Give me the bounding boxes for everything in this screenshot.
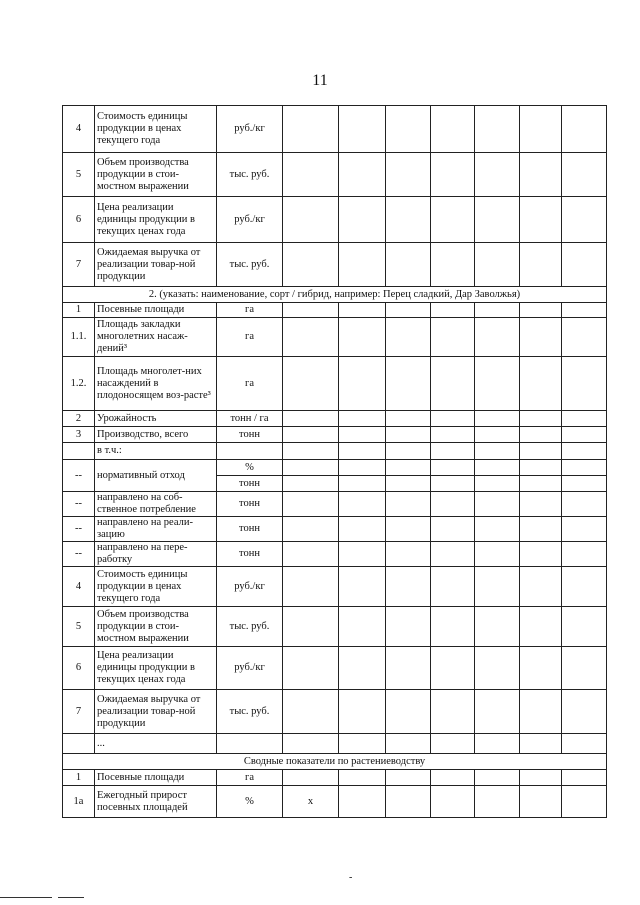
value-cell (520, 770, 562, 786)
value-cell (431, 197, 475, 243)
value-cell (520, 427, 562, 443)
value-cell: x (283, 786, 339, 818)
row-number (63, 734, 95, 754)
indicator-name: Площадь закладки многолетних насаж-дений³ (95, 318, 217, 357)
indicator-name: Производство, всего (95, 427, 217, 443)
value-cell (283, 243, 339, 287)
value-cell (283, 567, 339, 607)
value-cell (431, 357, 475, 411)
value-cell (339, 607, 386, 647)
value-cell (562, 197, 607, 243)
value-cell (520, 476, 562, 492)
row-number: 7 (63, 690, 95, 734)
value-cell (431, 647, 475, 690)
value-cell (283, 303, 339, 318)
value-cell (339, 357, 386, 411)
value-cell (475, 690, 520, 734)
table-row (63, 770, 607, 786)
value-cell (339, 443, 386, 460)
value-cell (339, 427, 386, 443)
value-cell (386, 460, 431, 476)
value-cell (339, 690, 386, 734)
value-cell (386, 492, 431, 517)
table-row (63, 243, 607, 287)
value-cell (283, 770, 339, 786)
value-cell (386, 476, 431, 492)
value-cell (520, 243, 562, 287)
value-cell (562, 690, 607, 734)
value-cell (520, 357, 562, 411)
table-row (63, 411, 607, 427)
row-number: 7 (63, 243, 95, 287)
value-cell (386, 647, 431, 690)
value-cell (283, 690, 339, 734)
value-cell (431, 690, 475, 734)
table-row (63, 318, 607, 357)
value-cell (283, 476, 339, 492)
value-cell (283, 647, 339, 690)
value-cell (339, 303, 386, 318)
value-cell (562, 318, 607, 357)
value-cell (339, 243, 386, 287)
row-number: 5 (63, 153, 95, 197)
value-cell (283, 427, 339, 443)
table-row (63, 303, 607, 318)
table-row (63, 427, 607, 443)
unit-cell: тыс. руб. (217, 690, 283, 734)
value-cell (562, 542, 607, 567)
value-cell (562, 427, 607, 443)
table-row (63, 106, 607, 153)
value-cell (562, 492, 607, 517)
indicator-name: Цена реализации единицы продукции в текущих ценах года (95, 197, 217, 243)
value-cell (475, 607, 520, 647)
value-cell (339, 197, 386, 243)
value-cell (562, 734, 607, 754)
unit-cell: тонн (217, 427, 283, 443)
value-cell (475, 357, 520, 411)
value-cell (339, 153, 386, 197)
unit-cell: тонн (217, 542, 283, 567)
value-cell (339, 567, 386, 607)
row-number: 1а (63, 786, 95, 818)
indicator-name: направлено на соб-ственное потребление (95, 492, 217, 517)
row-number: -- (63, 517, 95, 542)
table-row (63, 542, 607, 567)
value-cell (339, 734, 386, 754)
value-cell (520, 492, 562, 517)
value-cell (283, 492, 339, 517)
unit-cell: га (217, 318, 283, 357)
value-cell (339, 106, 386, 153)
value-cell (431, 411, 475, 427)
value-cell (386, 607, 431, 647)
table-row (63, 647, 607, 690)
row-number: 1 (63, 770, 95, 786)
value-cell (520, 318, 562, 357)
value-cell (562, 303, 607, 318)
row-number: 1.1. (63, 318, 95, 357)
value-cell (475, 786, 520, 818)
value-cell (520, 690, 562, 734)
unit-cell: тыс. руб. (217, 153, 283, 197)
value-cell (475, 770, 520, 786)
indicator-name: направлено на реали-зацию (95, 517, 217, 542)
value-cell (386, 786, 431, 818)
indicator-name: Урожайность (95, 411, 217, 427)
value-cell (431, 492, 475, 517)
value-cell (431, 786, 475, 818)
value-cell (283, 517, 339, 542)
table-row (63, 690, 607, 734)
value-cell (431, 770, 475, 786)
indicator-name: Ожидаемая выручка от реализации товар-ной продукции (95, 243, 217, 287)
value-cell (520, 647, 562, 690)
unit-cell: руб./кг (217, 106, 283, 153)
indicator-name: ... (95, 734, 217, 754)
value-cell (283, 460, 339, 476)
value-cell (283, 411, 339, 427)
value-cell (431, 243, 475, 287)
value-cell (431, 542, 475, 567)
value-cell (386, 243, 431, 287)
unit-cell: тонн (217, 476, 283, 492)
value-cell (431, 318, 475, 357)
value-cell (562, 647, 607, 690)
unit-cell: га (217, 303, 283, 318)
value-cell (475, 243, 520, 287)
value-cell (283, 153, 339, 197)
value-cell (562, 106, 607, 153)
value-cell (562, 786, 607, 818)
value-cell (283, 106, 339, 153)
value-cell (283, 443, 339, 460)
value-cell (475, 303, 520, 318)
value-cell (520, 542, 562, 567)
indicator-name: Стоимость единицы продукции в ценах текущего года (95, 106, 217, 153)
row-number: 3 (63, 427, 95, 443)
unit-cell: тыс. руб. (217, 607, 283, 647)
value-cell (339, 542, 386, 567)
value-cell (283, 357, 339, 411)
value-cell (339, 318, 386, 357)
value-cell (431, 153, 475, 197)
unit-cell: % (217, 786, 283, 818)
value-cell (475, 476, 520, 492)
value-cell (386, 542, 431, 567)
value-cell (386, 734, 431, 754)
value-cell (431, 303, 475, 318)
table-row (63, 153, 607, 197)
value-cell (475, 647, 520, 690)
value-cell (339, 770, 386, 786)
table-row (63, 492, 607, 517)
unit-cell: тыс. руб. (217, 243, 283, 287)
row-number: 1 (63, 303, 95, 318)
value-cell (431, 427, 475, 443)
table-row (63, 786, 607, 818)
value-cell (283, 197, 339, 243)
table-row (63, 567, 607, 607)
value-cell (520, 153, 562, 197)
indicator-name: Ежегодный прирост посевных площадей (95, 786, 217, 818)
indicators-table (62, 105, 607, 818)
value-cell (520, 734, 562, 754)
value-cell (339, 411, 386, 427)
indicator-name: Посевные площади (95, 303, 217, 318)
value-cell (386, 197, 431, 243)
value-cell (386, 411, 431, 427)
value-cell (520, 567, 562, 607)
value-cell (475, 517, 520, 542)
unit-cell: тонн (217, 492, 283, 517)
value-cell (562, 443, 607, 460)
value-cell (339, 460, 386, 476)
table-row (63, 734, 607, 754)
value-cell (339, 517, 386, 542)
unit-cell: % (217, 460, 283, 476)
value-cell (475, 443, 520, 460)
section-row (63, 754, 607, 770)
value-cell (431, 443, 475, 460)
page-number: 11 (312, 72, 328, 89)
value-cell (520, 607, 562, 647)
row-number: -- (63, 542, 95, 567)
value-cell (386, 318, 431, 357)
value-cell (562, 411, 607, 427)
indicator-name: Объем производства продукции в стои-мостном выражении (95, 153, 217, 197)
footer-mark: - (349, 872, 353, 883)
value-cell (431, 734, 475, 754)
unit-cell: тонн (217, 517, 283, 542)
value-cell (520, 106, 562, 153)
row-number: 1.2. (63, 357, 95, 411)
unit-cell: га (217, 770, 283, 786)
value-cell (283, 607, 339, 647)
indicator-name: Объем производства продукции в стои-мостном выражении (95, 607, 217, 647)
unit-cell: тонн / га (217, 411, 283, 427)
value-cell (520, 460, 562, 476)
unit-cell: руб./кг (217, 647, 283, 690)
row-number (63, 443, 95, 460)
value-cell (386, 690, 431, 734)
table-row (63, 197, 607, 243)
value-cell (475, 460, 520, 476)
unit-cell: руб./кг (217, 567, 283, 607)
value-cell (475, 318, 520, 357)
value-cell (475, 492, 520, 517)
value-cell (431, 607, 475, 647)
row-number: 4 (63, 567, 95, 607)
value-cell (339, 647, 386, 690)
value-cell (475, 542, 520, 567)
value-cell (520, 197, 562, 243)
value-cell (520, 411, 562, 427)
value-cell (562, 517, 607, 542)
value-cell (520, 443, 562, 460)
table-row (63, 357, 607, 411)
value-cell (562, 607, 607, 647)
value-cell (431, 460, 475, 476)
table-row (63, 517, 607, 542)
value-cell (562, 357, 607, 411)
value-cell (386, 153, 431, 197)
row-number: -- (63, 460, 95, 492)
row-number: 4 (63, 106, 95, 153)
row-number: -- (63, 492, 95, 517)
value-cell (475, 197, 520, 243)
value-cell (339, 786, 386, 818)
indicator-name: Посевные площади (95, 770, 217, 786)
indicator-name: Ожидаемая выручка от реализации товар-ной продукции (95, 690, 217, 734)
table-row (63, 443, 607, 460)
value-cell (283, 318, 339, 357)
section-heading: 2. (указать: наименование, сорт / гибрид, например: Перец сладкий, Дар Заволжья) (63, 287, 607, 303)
indicator-name: направлено на пере-работку (95, 542, 217, 567)
section-heading: Сводные показатели по растениеводству (63, 754, 607, 770)
row-number: 6 (63, 647, 95, 690)
value-cell (386, 106, 431, 153)
value-cell (431, 106, 475, 153)
unit-cell (217, 443, 283, 460)
value-cell (562, 153, 607, 197)
value-cell (475, 567, 520, 607)
indicator-name: Стоимость единицы продукции в ценах текущего года (95, 567, 217, 607)
value-cell (339, 492, 386, 517)
value-cell (386, 443, 431, 460)
value-cell (520, 786, 562, 818)
value-cell (386, 770, 431, 786)
value-cell (431, 567, 475, 607)
value-cell (431, 517, 475, 542)
indicator-name: в т.ч.: (95, 443, 217, 460)
table-row (63, 460, 607, 476)
value-cell (431, 476, 475, 492)
value-cell (475, 106, 520, 153)
value-cell (283, 734, 339, 754)
table-row (63, 607, 607, 647)
row-number: 6 (63, 197, 95, 243)
value-cell (339, 476, 386, 492)
value-cell (520, 517, 562, 542)
value-cell (562, 770, 607, 786)
value-cell (386, 357, 431, 411)
unit-cell (217, 734, 283, 754)
unit-cell: га (217, 357, 283, 411)
value-cell (475, 427, 520, 443)
value-cell (562, 476, 607, 492)
value-cell (386, 303, 431, 318)
indicator-name: нормативный отход (95, 460, 217, 492)
row-number: 2 (63, 411, 95, 427)
value-cell (475, 153, 520, 197)
value-cell (386, 567, 431, 607)
value-cell (283, 542, 339, 567)
indicator-name: Цена реализации единицы продукции в текущих ценах года (95, 647, 217, 690)
section-row (63, 287, 607, 303)
value-cell (562, 567, 607, 607)
value-cell (386, 517, 431, 542)
value-cell (562, 460, 607, 476)
value-cell (562, 243, 607, 287)
unit-cell: руб./кг (217, 197, 283, 243)
value-cell (520, 303, 562, 318)
indicator-name: Площадь многолет-них насаждений в плодоносящем воз-расте³ (95, 357, 217, 411)
value-cell (475, 411, 520, 427)
value-cell (475, 734, 520, 754)
row-number: 5 (63, 607, 95, 647)
value-cell (386, 427, 431, 443)
